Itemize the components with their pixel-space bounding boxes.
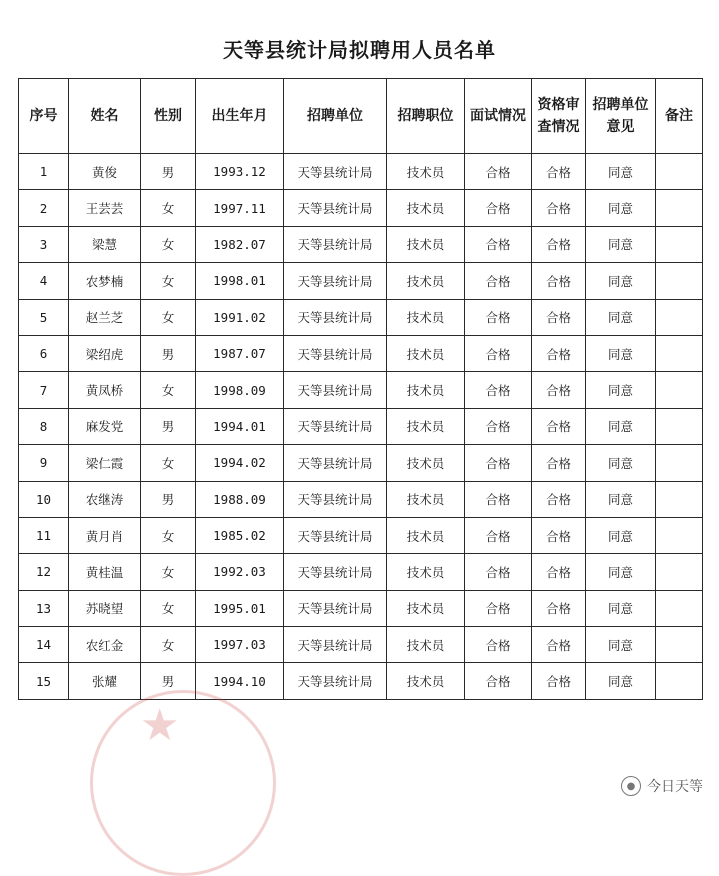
table-cell: 男 bbox=[141, 408, 196, 444]
table-cell: 1998.01 bbox=[196, 263, 284, 299]
table-cell: 同意 bbox=[586, 190, 656, 226]
table-cell: 合格 bbox=[532, 663, 586, 699]
page-title: 天等县统计局拟聘用人员名单 bbox=[223, 38, 496, 62]
table-cell: 合格 bbox=[532, 372, 586, 408]
table-cell: 天等县统计局 bbox=[284, 517, 387, 553]
table-cell: 9 bbox=[19, 445, 69, 481]
table-cell: 技术员 bbox=[387, 190, 465, 226]
table-cell: 女 bbox=[141, 554, 196, 590]
table-cell: 女 bbox=[141, 226, 196, 262]
table-cell: 黄月肖 bbox=[69, 517, 141, 553]
table-cell: 同意 bbox=[586, 517, 656, 553]
table-cell: 合格 bbox=[465, 335, 532, 371]
official-seal bbox=[90, 690, 276, 876]
table-cell: 女 bbox=[141, 445, 196, 481]
table-cell bbox=[656, 554, 703, 590]
table-cell: 张耀 bbox=[69, 663, 141, 699]
table-cell: 合格 bbox=[465, 263, 532, 299]
table-cell: 男 bbox=[141, 154, 196, 190]
table-cell: 梁仁霞 bbox=[69, 445, 141, 481]
table-cell: 合格 bbox=[465, 226, 532, 262]
table-cell: 技术员 bbox=[387, 627, 465, 663]
table-cell: 天等县统计局 bbox=[284, 372, 387, 408]
table-cell: 合格 bbox=[532, 263, 586, 299]
table-cell: 合格 bbox=[532, 408, 586, 444]
table-cell: 8 bbox=[19, 408, 69, 444]
table-row bbox=[19, 445, 703, 481]
table-cell: 黄凤桥 bbox=[69, 372, 141, 408]
table-row bbox=[19, 554, 703, 590]
table-row bbox=[19, 299, 703, 335]
table-cell: 技术员 bbox=[387, 590, 465, 626]
table-cell: 7 bbox=[19, 372, 69, 408]
column-header: 招聘单位意见 bbox=[586, 79, 656, 154]
table-cell: 合格 bbox=[465, 590, 532, 626]
table-cell: 天等县统计局 bbox=[284, 408, 387, 444]
table-cell: 技术员 bbox=[387, 517, 465, 553]
table-row bbox=[19, 263, 703, 299]
table-cell: 合格 bbox=[465, 299, 532, 335]
table-cell: 黄俊 bbox=[69, 154, 141, 190]
table-cell: 合格 bbox=[465, 190, 532, 226]
table-cell: 合格 bbox=[532, 154, 586, 190]
table-cell: 同意 bbox=[586, 481, 656, 517]
seal-star-icon: ★ bbox=[140, 700, 180, 751]
table-cell: 合格 bbox=[532, 481, 586, 517]
table-cell: 合格 bbox=[465, 154, 532, 190]
column-header: 性别 bbox=[141, 79, 196, 154]
table-cell: 男 bbox=[141, 481, 196, 517]
table-cell: 农梦楠 bbox=[69, 263, 141, 299]
table-cell: 1997.03 bbox=[196, 627, 284, 663]
table-cell: 天等县统计局 bbox=[284, 335, 387, 371]
table-row bbox=[19, 663, 703, 699]
table-cell: 12 bbox=[19, 554, 69, 590]
table-cell: 1985.02 bbox=[196, 517, 284, 553]
table-cell: 技术员 bbox=[387, 663, 465, 699]
table-cell: 男 bbox=[141, 663, 196, 699]
table-cell: 同意 bbox=[586, 335, 656, 371]
table-cell: 1991.02 bbox=[196, 299, 284, 335]
table-cell: 1987.07 bbox=[196, 335, 284, 371]
table-cell: 黄桂温 bbox=[69, 554, 141, 590]
table-cell: 2 bbox=[19, 190, 69, 226]
table-cell: 合格 bbox=[465, 408, 532, 444]
table-cell: 技术员 bbox=[387, 263, 465, 299]
table-row bbox=[19, 408, 703, 444]
table-row bbox=[19, 627, 703, 663]
table-cell bbox=[656, 335, 703, 371]
table-cell: 技术员 bbox=[387, 445, 465, 481]
column-header: 备注 bbox=[656, 79, 703, 154]
table-cell: 天等县统计局 bbox=[284, 590, 387, 626]
table-cell: 苏晓望 bbox=[69, 590, 141, 626]
table-cell: 合格 bbox=[532, 590, 586, 626]
table-cell: 1982.07 bbox=[196, 226, 284, 262]
table-row bbox=[19, 190, 703, 226]
table-cell bbox=[656, 517, 703, 553]
table-cell: 赵兰芝 bbox=[69, 299, 141, 335]
table-cell: 11 bbox=[19, 517, 69, 553]
table-cell bbox=[656, 372, 703, 408]
table-cell: 1993.12 bbox=[196, 154, 284, 190]
table-cell bbox=[656, 408, 703, 444]
table-cell: 技术员 bbox=[387, 226, 465, 262]
table-cell: 王芸芸 bbox=[69, 190, 141, 226]
table-cell: 合格 bbox=[532, 226, 586, 262]
table-cell: 1992.03 bbox=[196, 554, 284, 590]
table-cell: 男 bbox=[141, 335, 196, 371]
column-header: 招聘单位 bbox=[284, 79, 387, 154]
column-header: 出生年月 bbox=[196, 79, 284, 154]
table-cell: 女 bbox=[141, 590, 196, 626]
column-header: 招聘职位 bbox=[387, 79, 465, 154]
table-cell: 技术员 bbox=[387, 481, 465, 517]
table-cell: 10 bbox=[19, 481, 69, 517]
table-cell: 1995.01 bbox=[196, 590, 284, 626]
table-cell: 天等县统计局 bbox=[284, 263, 387, 299]
column-header: 资格审查情况 bbox=[532, 79, 586, 154]
table-cell: 女 bbox=[141, 190, 196, 226]
wechat-watermark bbox=[621, 776, 703, 796]
table-cell bbox=[656, 190, 703, 226]
table-cell: 同意 bbox=[586, 154, 656, 190]
table-row bbox=[19, 481, 703, 517]
table-cell: 女 bbox=[141, 627, 196, 663]
table-cell: 天等县统计局 bbox=[284, 154, 387, 190]
table-cell: 天等县统计局 bbox=[284, 299, 387, 335]
table-cell: 同意 bbox=[586, 263, 656, 299]
table-cell: 合格 bbox=[465, 372, 532, 408]
table-cell: 天等县统计局 bbox=[284, 226, 387, 262]
table-cell: 15 bbox=[19, 663, 69, 699]
table-cell: 天等县统计局 bbox=[284, 445, 387, 481]
table-row bbox=[19, 226, 703, 262]
wechat-icon: ● bbox=[621, 776, 641, 796]
table-cell: 天等县统计局 bbox=[284, 190, 387, 226]
table-cell: 合格 bbox=[465, 517, 532, 553]
watermark-text: 今日天等 bbox=[647, 779, 703, 795]
table-cell: 1998.09 bbox=[196, 372, 284, 408]
column-header: 序号 bbox=[19, 79, 69, 154]
table-cell: 1994.01 bbox=[196, 408, 284, 444]
table-cell bbox=[656, 154, 703, 190]
table-cell: 农红金 bbox=[69, 627, 141, 663]
table-cell: 同意 bbox=[586, 226, 656, 262]
table-cell: 技术员 bbox=[387, 372, 465, 408]
table-cell bbox=[656, 481, 703, 517]
table-cell: 合格 bbox=[465, 445, 532, 481]
table-cell: 4 bbox=[19, 263, 69, 299]
table-cell: 合格 bbox=[465, 627, 532, 663]
table-cell: 天等县统计局 bbox=[284, 481, 387, 517]
table-cell: 同意 bbox=[586, 372, 656, 408]
table-cell: 3 bbox=[19, 226, 69, 262]
table-cell: 同意 bbox=[586, 408, 656, 444]
table-cell: 合格 bbox=[532, 517, 586, 553]
table-cell: 同意 bbox=[586, 554, 656, 590]
table-cell: 同意 bbox=[586, 299, 656, 335]
table-cell: 合格 bbox=[465, 554, 532, 590]
table-cell: 天等县统计局 bbox=[284, 554, 387, 590]
table-cell bbox=[656, 263, 703, 299]
table-row bbox=[19, 590, 703, 626]
table-cell bbox=[656, 590, 703, 626]
table-cell: 1994.02 bbox=[196, 445, 284, 481]
table-cell: 1994.10 bbox=[196, 663, 284, 699]
table-cell: 女 bbox=[141, 299, 196, 335]
table-cell bbox=[656, 627, 703, 663]
table-cell bbox=[656, 299, 703, 335]
table-cell: 合格 bbox=[465, 663, 532, 699]
table-cell: 女 bbox=[141, 372, 196, 408]
table-row bbox=[19, 372, 703, 408]
table-cell: 技术员 bbox=[387, 408, 465, 444]
table-cell: 同意 bbox=[586, 445, 656, 481]
table-cell: 合格 bbox=[532, 190, 586, 226]
table-cell bbox=[656, 663, 703, 699]
table-cell: 5 bbox=[19, 299, 69, 335]
table-cell: 合格 bbox=[532, 445, 586, 481]
table-cell: 同意 bbox=[586, 663, 656, 699]
table-cell: 技术员 bbox=[387, 554, 465, 590]
table-cell: 同意 bbox=[586, 590, 656, 626]
table-row bbox=[19, 154, 703, 190]
table-cell: 技术员 bbox=[387, 335, 465, 371]
table-cell: 合格 bbox=[532, 627, 586, 663]
table-cell: 6 bbox=[19, 335, 69, 371]
table-cell bbox=[656, 445, 703, 481]
table-cell: 合格 bbox=[532, 335, 586, 371]
roster-table bbox=[18, 78, 703, 700]
table-cell: 13 bbox=[19, 590, 69, 626]
table-cell: 梁绍虎 bbox=[69, 335, 141, 371]
table-cell: 技术员 bbox=[387, 299, 465, 335]
table-cell: 同意 bbox=[586, 627, 656, 663]
column-header: 面试情况 bbox=[465, 79, 532, 154]
table-cell: 梁慧 bbox=[69, 226, 141, 262]
column-header: 姓名 bbox=[69, 79, 141, 154]
table-cell: 合格 bbox=[532, 299, 586, 335]
table-cell: 合格 bbox=[532, 554, 586, 590]
table-cell: 14 bbox=[19, 627, 69, 663]
table-cell: 女 bbox=[141, 263, 196, 299]
table-row bbox=[19, 335, 703, 371]
table-cell: 1988.09 bbox=[196, 481, 284, 517]
table-cell: 麻发党 bbox=[69, 408, 141, 444]
table-row bbox=[19, 517, 703, 553]
table-header-row bbox=[19, 79, 703, 154]
table-cell: 天等县统计局 bbox=[284, 627, 387, 663]
table-cell bbox=[656, 226, 703, 262]
table-cell: 天等县统计局 bbox=[284, 663, 387, 699]
table-cell: 1 bbox=[19, 154, 69, 190]
table-cell: 技术员 bbox=[387, 154, 465, 190]
table-cell: 1997.11 bbox=[196, 190, 284, 226]
table-cell: 农继涛 bbox=[69, 481, 141, 517]
table-cell: 合格 bbox=[465, 481, 532, 517]
table-cell: 女 bbox=[141, 517, 196, 553]
